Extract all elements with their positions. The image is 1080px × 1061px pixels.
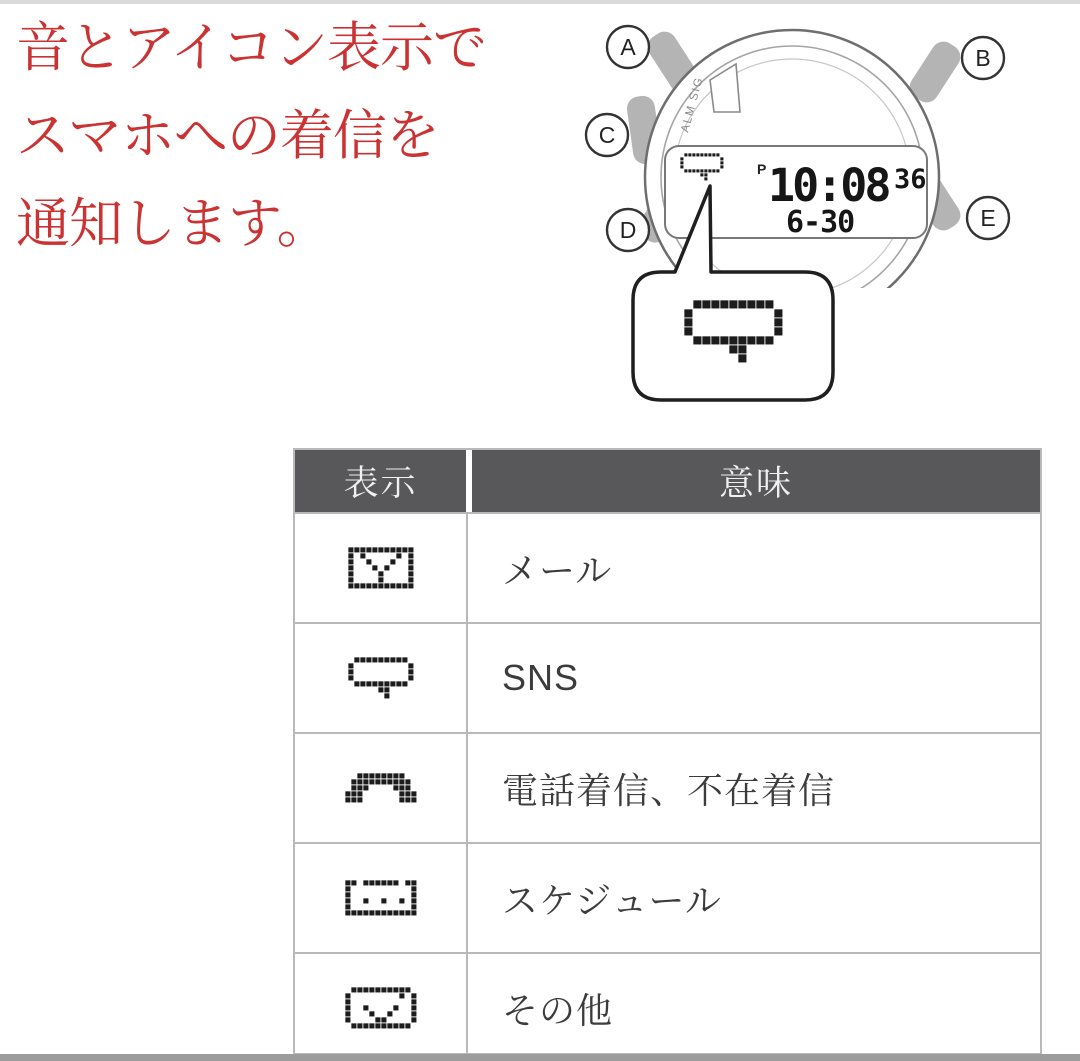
other-icon <box>345 987 417 1029</box>
display-icon-cell <box>295 514 468 622</box>
display-icon-cell <box>295 624 468 732</box>
display-icon-cell <box>295 954 468 1055</box>
table-row <box>295 622 1040 732</box>
heading-line: スマホへの着信を <box>16 106 439 166</box>
alm-sig-label: ALM SIG <box>679 75 706 134</box>
notification-icon-table <box>293 448 1042 1055</box>
column-header-meaning: 意味 <box>472 450 1040 512</box>
lcd-pm-indicator: P <box>757 161 767 177</box>
watch-illustration <box>560 0 1080 430</box>
button-label-a: A <box>620 34 636 60</box>
lcd-date: 6-30 <box>786 205 855 240</box>
page-edge-bottom <box>0 1054 1080 1061</box>
phone-icon <box>345 773 417 803</box>
heading-line: 通知します。 <box>16 194 330 254</box>
table-row <box>295 842 1040 952</box>
button-label-e: E <box>980 205 996 231</box>
button-label-c: C <box>598 122 616 148</box>
table-body <box>295 512 1040 1055</box>
lcd-time: 10:08 <box>768 159 889 212</box>
table-row <box>295 952 1040 1055</box>
watch-diagram <box>560 0 1080 430</box>
mail-icon <box>348 547 414 589</box>
display-icon-cell <box>295 844 468 952</box>
table-row <box>295 512 1040 622</box>
heading-line: 音とアイコン表示で <box>16 18 486 78</box>
lcd-seconds: 36 <box>894 164 927 195</box>
display-icon-cell <box>295 734 468 842</box>
page-heading <box>16 4 486 268</box>
meaning-cell: 電話着信、不在着信 <box>502 769 836 811</box>
meaning-cell: メール <box>502 549 613 591</box>
sns-icon <box>348 657 414 699</box>
table-header-row <box>295 450 1040 512</box>
meaning-cell: スケジュール <box>502 879 722 921</box>
column-header-display: 表示 <box>295 450 466 512</box>
button-label-d: D <box>619 217 637 243</box>
schedule-icon <box>345 880 417 916</box>
meaning-cell: SNS <box>502 657 580 698</box>
table-row <box>295 732 1040 842</box>
meaning-cell: その他 <box>502 989 614 1031</box>
button-label-b: B <box>975 45 991 71</box>
